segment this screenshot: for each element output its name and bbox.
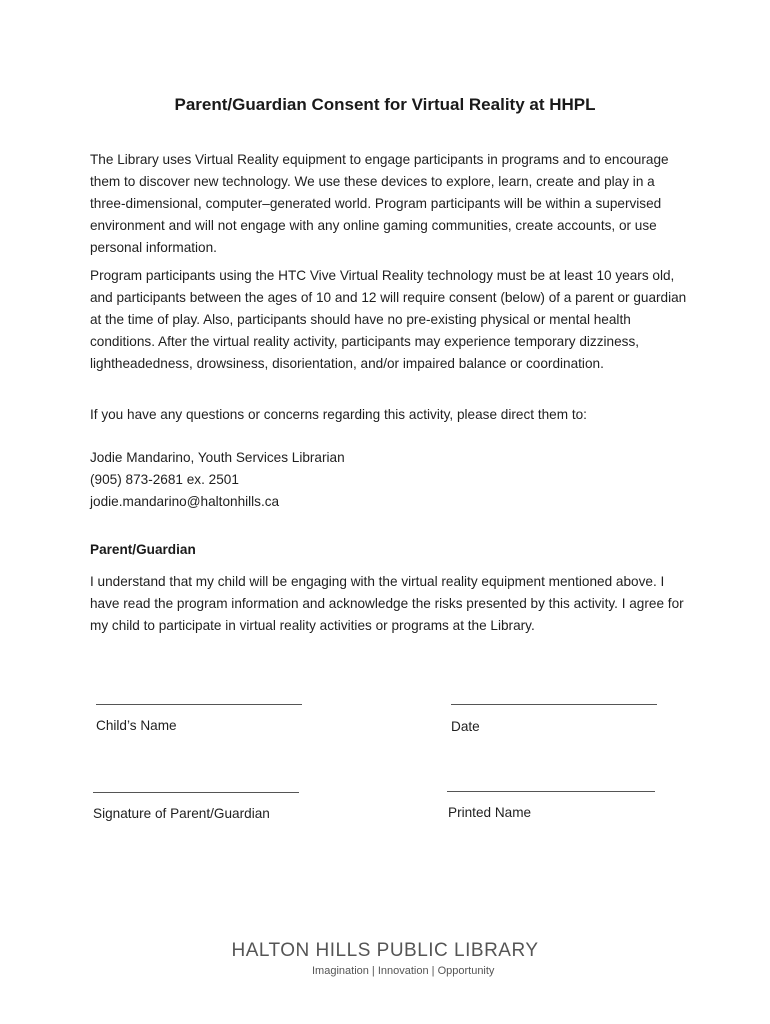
signature-line[interactable] (93, 792, 299, 793)
contact-phone: (905) 873-2681 ex. 2501 (90, 472, 239, 487)
consent-heading: Parent/Guardian (90, 542, 196, 557)
date-line[interactable] (451, 704, 657, 705)
library-logo-name: HALTON HILLS PUBLIC LIBRARY (231, 940, 539, 961)
child-name-line[interactable] (96, 704, 302, 705)
printed-name-label: Printed Name (448, 805, 532, 820)
page-title: Parent/Guardian Consent for Virtual Reality at HHPL (174, 95, 596, 114)
questions-paragraph: If you have any questions or concerns regarding this activity, please direct them to: (90, 407, 587, 422)
intro-paragraph: The Library uses Virtual Reality equipment to engage participants in programs and to encourage them to discover new technology. We use these devices to explore, learn, create and play in a three-dimensional, computer–generated world. Program participants will be within a supervised environment and will not engage with any online gaming communities, create accounts, or use personal information. (90, 152, 669, 255)
date-label: Date (451, 719, 480, 734)
contact-name: Jodie Mandarino, Youth Services Librarian (90, 450, 345, 465)
library-tagline: Imagination | Innovation | Opportunity (312, 965, 495, 977)
printed-name-line[interactable] (447, 791, 655, 792)
child-name-label: Child’s Name (96, 718, 177, 733)
requirements-paragraph: Program participants using the HTC Vive Virtual Reality technology must be at least 10 years old, and participants between the ages of 10 and 12 will require consent (below) of a parent or guardian at the time of play. Also, participants should have no pre-existing physical or mental health conditions. After the virtual reality activity, participants may experience temporary dizziness, lightheadedness, drowsiness, disorientation, and/or impaired balance or coordination. (90, 268, 687, 371)
consent-paragraph: I understand that my child will be engaging with the virtual reality equipment mentioned above. I have read the program information and acknowledge the risks presented by this activity. I agree for my child to participate in virtual reality activities or programs at the Library. (90, 574, 684, 633)
signature-label: Signature of Parent/Guardian (93, 806, 270, 821)
contact-email: jodie.mandarino@haltonhills.ca (90, 494, 280, 509)
